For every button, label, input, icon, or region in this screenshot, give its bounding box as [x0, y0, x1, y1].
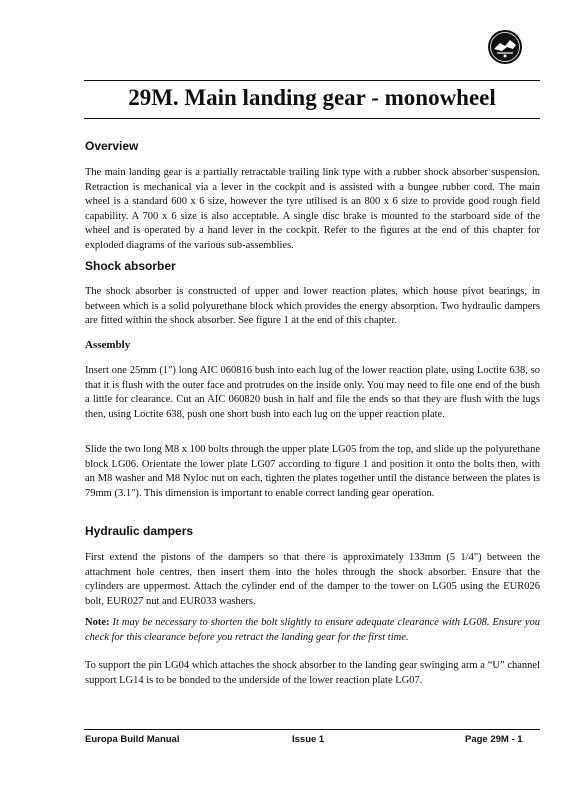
hydraulic-dampers-heading: Hydraulic dampers: [85, 524, 194, 538]
shock-absorber-paragraph: The shock absorber is constructed of upper and lower reaction plates, which house pivot bearings, in between which is a solid polyurethane block which provides the energy absorption. Two hydraulic dampers are fitted within the shock absorber. See figure 1 at the end of this chapter.: [85, 286, 540, 326]
shock-absorber-heading: Shock absorber: [85, 259, 176, 273]
footer-rule: [84, 729, 540, 730]
hydraulic-dampers-paragraph-2: To support the pin LG04 which attaches the shock absorber to the landing gear swinging arm a “U” channel support LG14 is to be bonded to the underside of the lower reaction plate LG07.: [85, 660, 540, 686]
page-title: 29M. Main landing gear - monowheel: [128, 85, 496, 110]
footer-center: Issue 1: [292, 734, 325, 745]
assembly-paragraph-2: Slide the two long M8 x 100 bolts through the upper plate LG05 from the top, and slide up the polyurethane block LG06. Orientate the lower plate LG07 according to figure 1 and position it onto the bolts then, with an M8 washer and M8 Nyloc nut on each, tighten the plates together until the distance between the plates is 79mm (3.1"). This dimension is important to enable correct landing gear operation.: [85, 444, 540, 499]
assembly-heading: Assembly: [85, 339, 131, 351]
overview-heading: Overview: [85, 139, 139, 153]
footer-right: Page 29M - 1: [465, 734, 523, 745]
overview-paragraph: The main landing gear is a partially retractable trailing link type with a rubber shock absorber suspension. Retraction is mechanical via a lever in the cockpit and is assisted with a bungee rubber cord. The main wheel is a standard 600 x 6 size, however the tyre utilised is an 800 x 6 size to provide good rough field capability. A 700 x 6 size is also acceptable. A single disc brake is mounted to the starboard side of the wheel and is operated by a hand lever in the cockpit. Refer to the figures at the end of this chapter for exploded diagrams of the various sub-assemblies.: [85, 167, 540, 251]
note-text: It may be necessary to shorten the bolt slightly to ensure adequate clearance with LG08. Ensure you check for this clearance before you retract the landing gear for the first time.: [85, 617, 540, 643]
assembly-paragraph-1: Insert one 25mm (1") long AIC 060816 bush into each lug of the lower reaction plate, using Loctite 638, so that it is flush with the outer face and protrudes on the inside only. You may need to file one end of the bush a little for clearance. Cut an AIC 060820 bush in half and file the ends so that they are flush with the lugs then, using Loctite 638, push one short bush into each lug on the upper reaction plate.: [85, 365, 540, 420]
europa-logo-icon: [487, 29, 523, 65]
footer-left: Europa Build Manual: [85, 734, 180, 745]
title-top-rule: [84, 80, 540, 81]
hydraulic-dampers-note: [85, 616, 540, 645]
title-bottom-rule: [84, 118, 540, 119]
hydraulic-dampers-paragraph-1: First extend the pistons of the dampers so that there is approximately 133mm (5 1/4") between the attachment hole centres, then insert them into the holes through the shock absorber. Ensure that the cylinders are uppermost. Attach the cylinder end of the damper to the tower on LG05 using the EUR026 bolt, EUR027 nut and EUR033 washers.: [85, 552, 540, 607]
note-label: Note:: [85, 617, 110, 628]
